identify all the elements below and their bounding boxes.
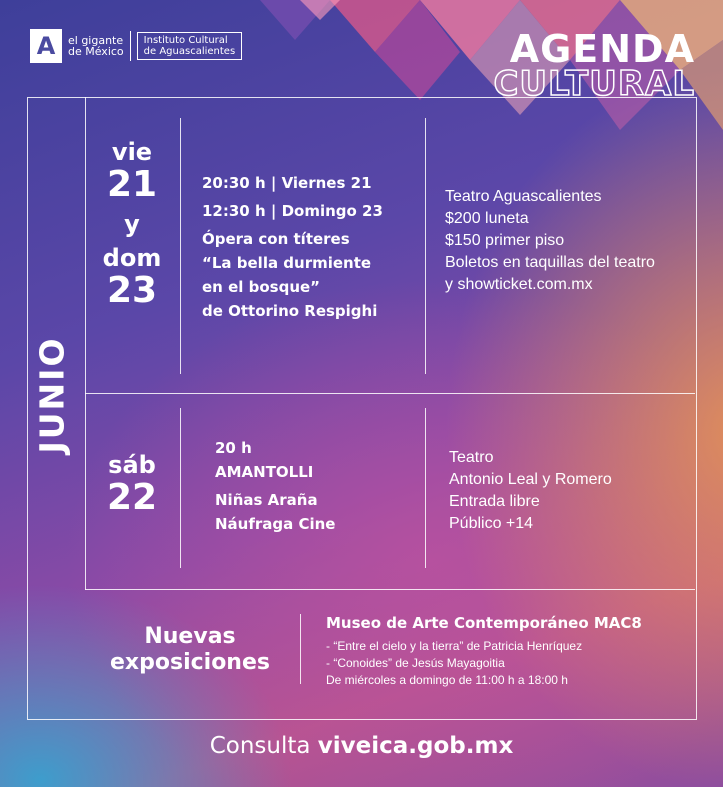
logo	[30, 28, 242, 64]
event-title: AMANTOLLI	[215, 463, 314, 481]
exhibitions-heading-line: Nuevas	[144, 624, 236, 649]
event-title: Ópera con títeres	[202, 230, 350, 248]
column-divider	[180, 408, 181, 568]
headline-subtitle: CULTURAL	[493, 64, 695, 104]
event-price: $150 primer piso	[445, 232, 565, 249]
institute-logo	[137, 32, 243, 60]
exhibition-item: - “Entre el cielo y la tierra” de Patricia Henríquez	[326, 639, 583, 653]
column-divider	[180, 118, 181, 374]
event-price: Entrada libre	[449, 493, 540, 510]
event-date	[92, 451, 172, 517]
month-text: JUNIO	[32, 336, 72, 454]
logo-separator	[130, 31, 131, 61]
event-day: vie	[111, 138, 153, 166]
exhibition-item: - “Conoides” de Jesús Mayagoitia	[326, 656, 505, 670]
row-divider	[85, 589, 695, 590]
footer	[0, 733, 723, 759]
column-divider	[425, 118, 426, 374]
event-venue: Teatro	[449, 449, 494, 466]
logo-line1: el gigante	[68, 34, 124, 47]
event-audience: Público +14	[449, 515, 534, 532]
event-info	[445, 186, 655, 296]
logo-text	[68, 35, 124, 57]
event-day-number: 23	[106, 270, 158, 311]
event-venue: Antonio Leal y Romero	[449, 471, 612, 488]
footer-prefix: Consulta	[209, 733, 318, 759]
event-tickets: y showticket.com.mx	[445, 276, 593, 293]
month-divider	[85, 97, 86, 590]
logo-line2: de México	[68, 45, 124, 58]
event-venue: Teatro Aguascalientes	[445, 188, 602, 205]
event-day-number: 21	[106, 164, 158, 205]
exhibitions-heading	[100, 624, 280, 676]
event-title: Náufraga Cine	[215, 515, 336, 533]
event-day: dom	[102, 244, 162, 272]
month-label	[22, 300, 82, 490]
event-time: 20 h	[215, 439, 252, 457]
event-time: 20:30 h | Viernes 21	[202, 174, 372, 192]
headline-title: AGENDA	[509, 27, 695, 71]
exhibition-hours: De miércoles a domingo de 11:00 h a 18:00 h	[326, 673, 568, 687]
event-date	[92, 138, 172, 310]
row-divider	[85, 393, 695, 394]
event-time: 12:30 h | Domingo 23	[202, 202, 383, 220]
event-title: “La bella durmiente	[202, 254, 372, 272]
exhibitions-heading-line: exposiciones	[110, 650, 270, 675]
logo-mark: A	[30, 29, 62, 63]
event-tickets: Boletos en taquillas del teatro	[445, 254, 655, 271]
event-info	[449, 447, 612, 535]
footer-url[interactable]: viveica.gob.mx	[317, 733, 514, 759]
event-price: $200 luneta	[445, 210, 529, 227]
exhibition-venue: Museo de Arte Contemporáneo MAC8	[326, 614, 642, 632]
event-conjunction: y	[124, 210, 140, 238]
event-title: de Ottorino Respighi	[202, 302, 378, 320]
column-divider	[300, 614, 301, 684]
column-divider	[425, 408, 426, 568]
exhibitions-details	[326, 612, 642, 689]
event-day: sáb	[108, 451, 156, 479]
event-day-number: 22	[106, 477, 158, 518]
event-details	[202, 171, 383, 323]
event-title: en el bosque”	[202, 278, 321, 296]
institute-line1: Instituto Cultural	[143, 35, 228, 46]
event-title: Niñas Araña	[215, 491, 318, 509]
headline	[493, 27, 695, 104]
event-details	[215, 436, 335, 536]
institute-line2: de Aguascalientes	[143, 46, 236, 57]
